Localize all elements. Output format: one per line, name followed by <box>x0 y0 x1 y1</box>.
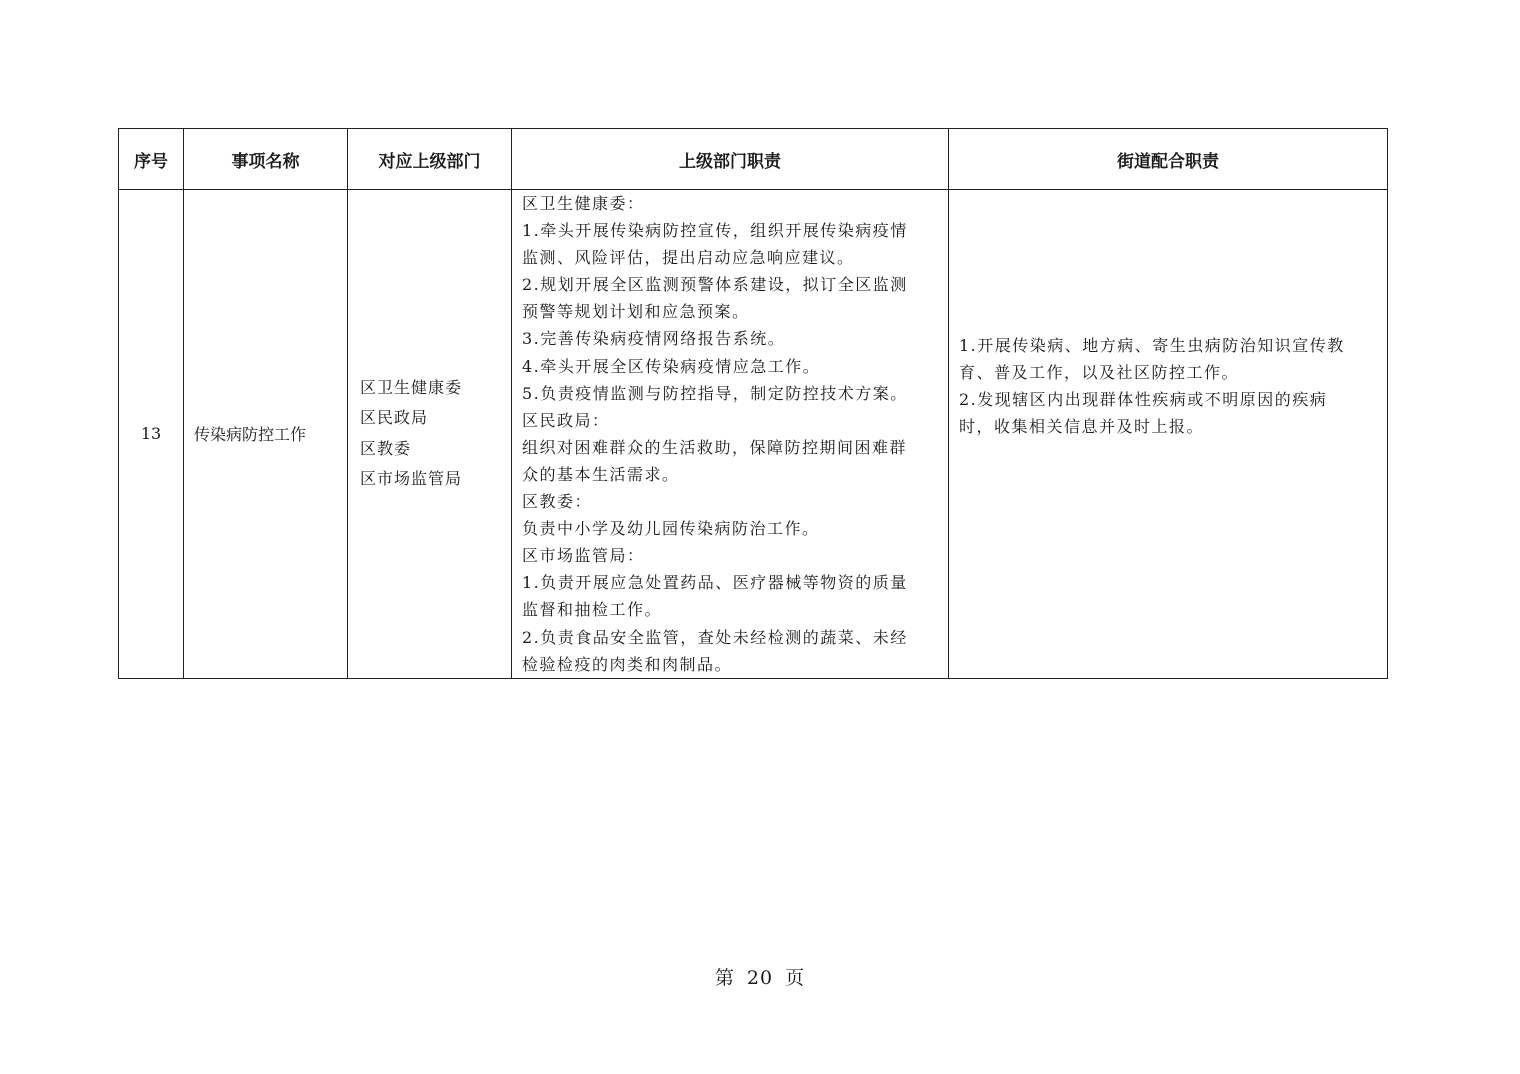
responsibility-line: 众的基本生活需求。 <box>522 464 680 484</box>
responsibility-line: 区教委： <box>522 492 593 512</box>
responsibility-line: 1.负责开展应急处置药品、医疗器械等物资的质量 <box>522 573 908 593</box>
header-superior-department: 对应上级部门 <box>348 129 512 190</box>
department-item: 区卫生健康委 <box>360 377 463 397</box>
street-responsibility-line: 2.发现辖区内出现群体性疾病或不明原因的疾病 <box>959 389 1328 409</box>
responsibility-line: 负责中小学及幼儿园传染病防治工作。 <box>522 519 820 539</box>
responsibility-line: 区卫生健康委： <box>522 194 645 213</box>
responsibility-line: 3.完善传染病疫情网络报告系统。 <box>522 329 786 349</box>
table-header-row <box>119 129 1388 190</box>
department-item: 区市场监管局 <box>360 469 463 489</box>
page-number <box>0 963 1520 990</box>
row-superior-responsibility <box>512 190 949 679</box>
responsibility-line: 区市场监管局： <box>522 546 645 566</box>
row-seq: 13 <box>119 190 184 679</box>
responsibility-line: 5.负责疫情监测与防控指导，制定防控技术方案。 <box>522 383 908 403</box>
page-number-value: 20 <box>746 967 774 989</box>
responsibility-line: 监督和抽检工作。 <box>522 600 663 620</box>
responsibility-line: 组织对困难群众的生活救助，保障防控期间困难群 <box>522 437 908 457</box>
page-number-suffix: 页 <box>785 967 806 989</box>
header-seq: 序号 <box>119 129 184 190</box>
responsibility-line: 2.负责食品安全监管，查处未经检测的蔬菜、未经 <box>522 627 908 647</box>
duty-table <box>118 128 1388 679</box>
responsibility-line: 预警等规划计划和应急预案。 <box>522 302 750 322</box>
row-street-responsibility <box>949 190 1388 679</box>
street-responsibility-line: 时，收集相关信息并及时上报。 <box>959 416 1205 436</box>
street-responsibility-block <box>959 332 1379 440</box>
header-superior-responsibility: 上级部门职责 <box>512 129 949 190</box>
row-departments <box>348 190 512 679</box>
page-number-prefix: 第 <box>714 967 735 989</box>
header-item-name: 事项名称 <box>184 129 348 190</box>
responsibility-line: 检验检疫的肉类和肉制品。 <box>522 654 733 674</box>
department-item: 区民政局 <box>360 408 429 428</box>
header-street-responsibility: 街道配合职责 <box>949 129 1388 190</box>
responsibility-line: 2.规划开展全区监测预警体系建设，拟订全区监测 <box>522 275 908 295</box>
row-item-name: 传染病防控工作 <box>184 190 348 679</box>
department-item: 区教委 <box>360 438 412 458</box>
responsibility-line: 4.牵头开展全区传染病疫情应急工作。 <box>522 356 821 376</box>
street-responsibility-line: 育、普及工作，以及社区防控工作。 <box>959 362 1240 382</box>
responsibility-line: 1.牵头开展传染病防控宣传，组织开展传染病疫情 <box>522 221 908 241</box>
responsibility-line: 区民政局： <box>522 410 610 430</box>
street-responsibility-line: 1.开展传染病、地方病、寄生虫病防治知识宣传教 <box>959 335 1345 355</box>
table-row <box>119 190 1388 679</box>
responsibility-line: 监测、风险评估，提出启动应急响应建议。 <box>522 248 855 268</box>
